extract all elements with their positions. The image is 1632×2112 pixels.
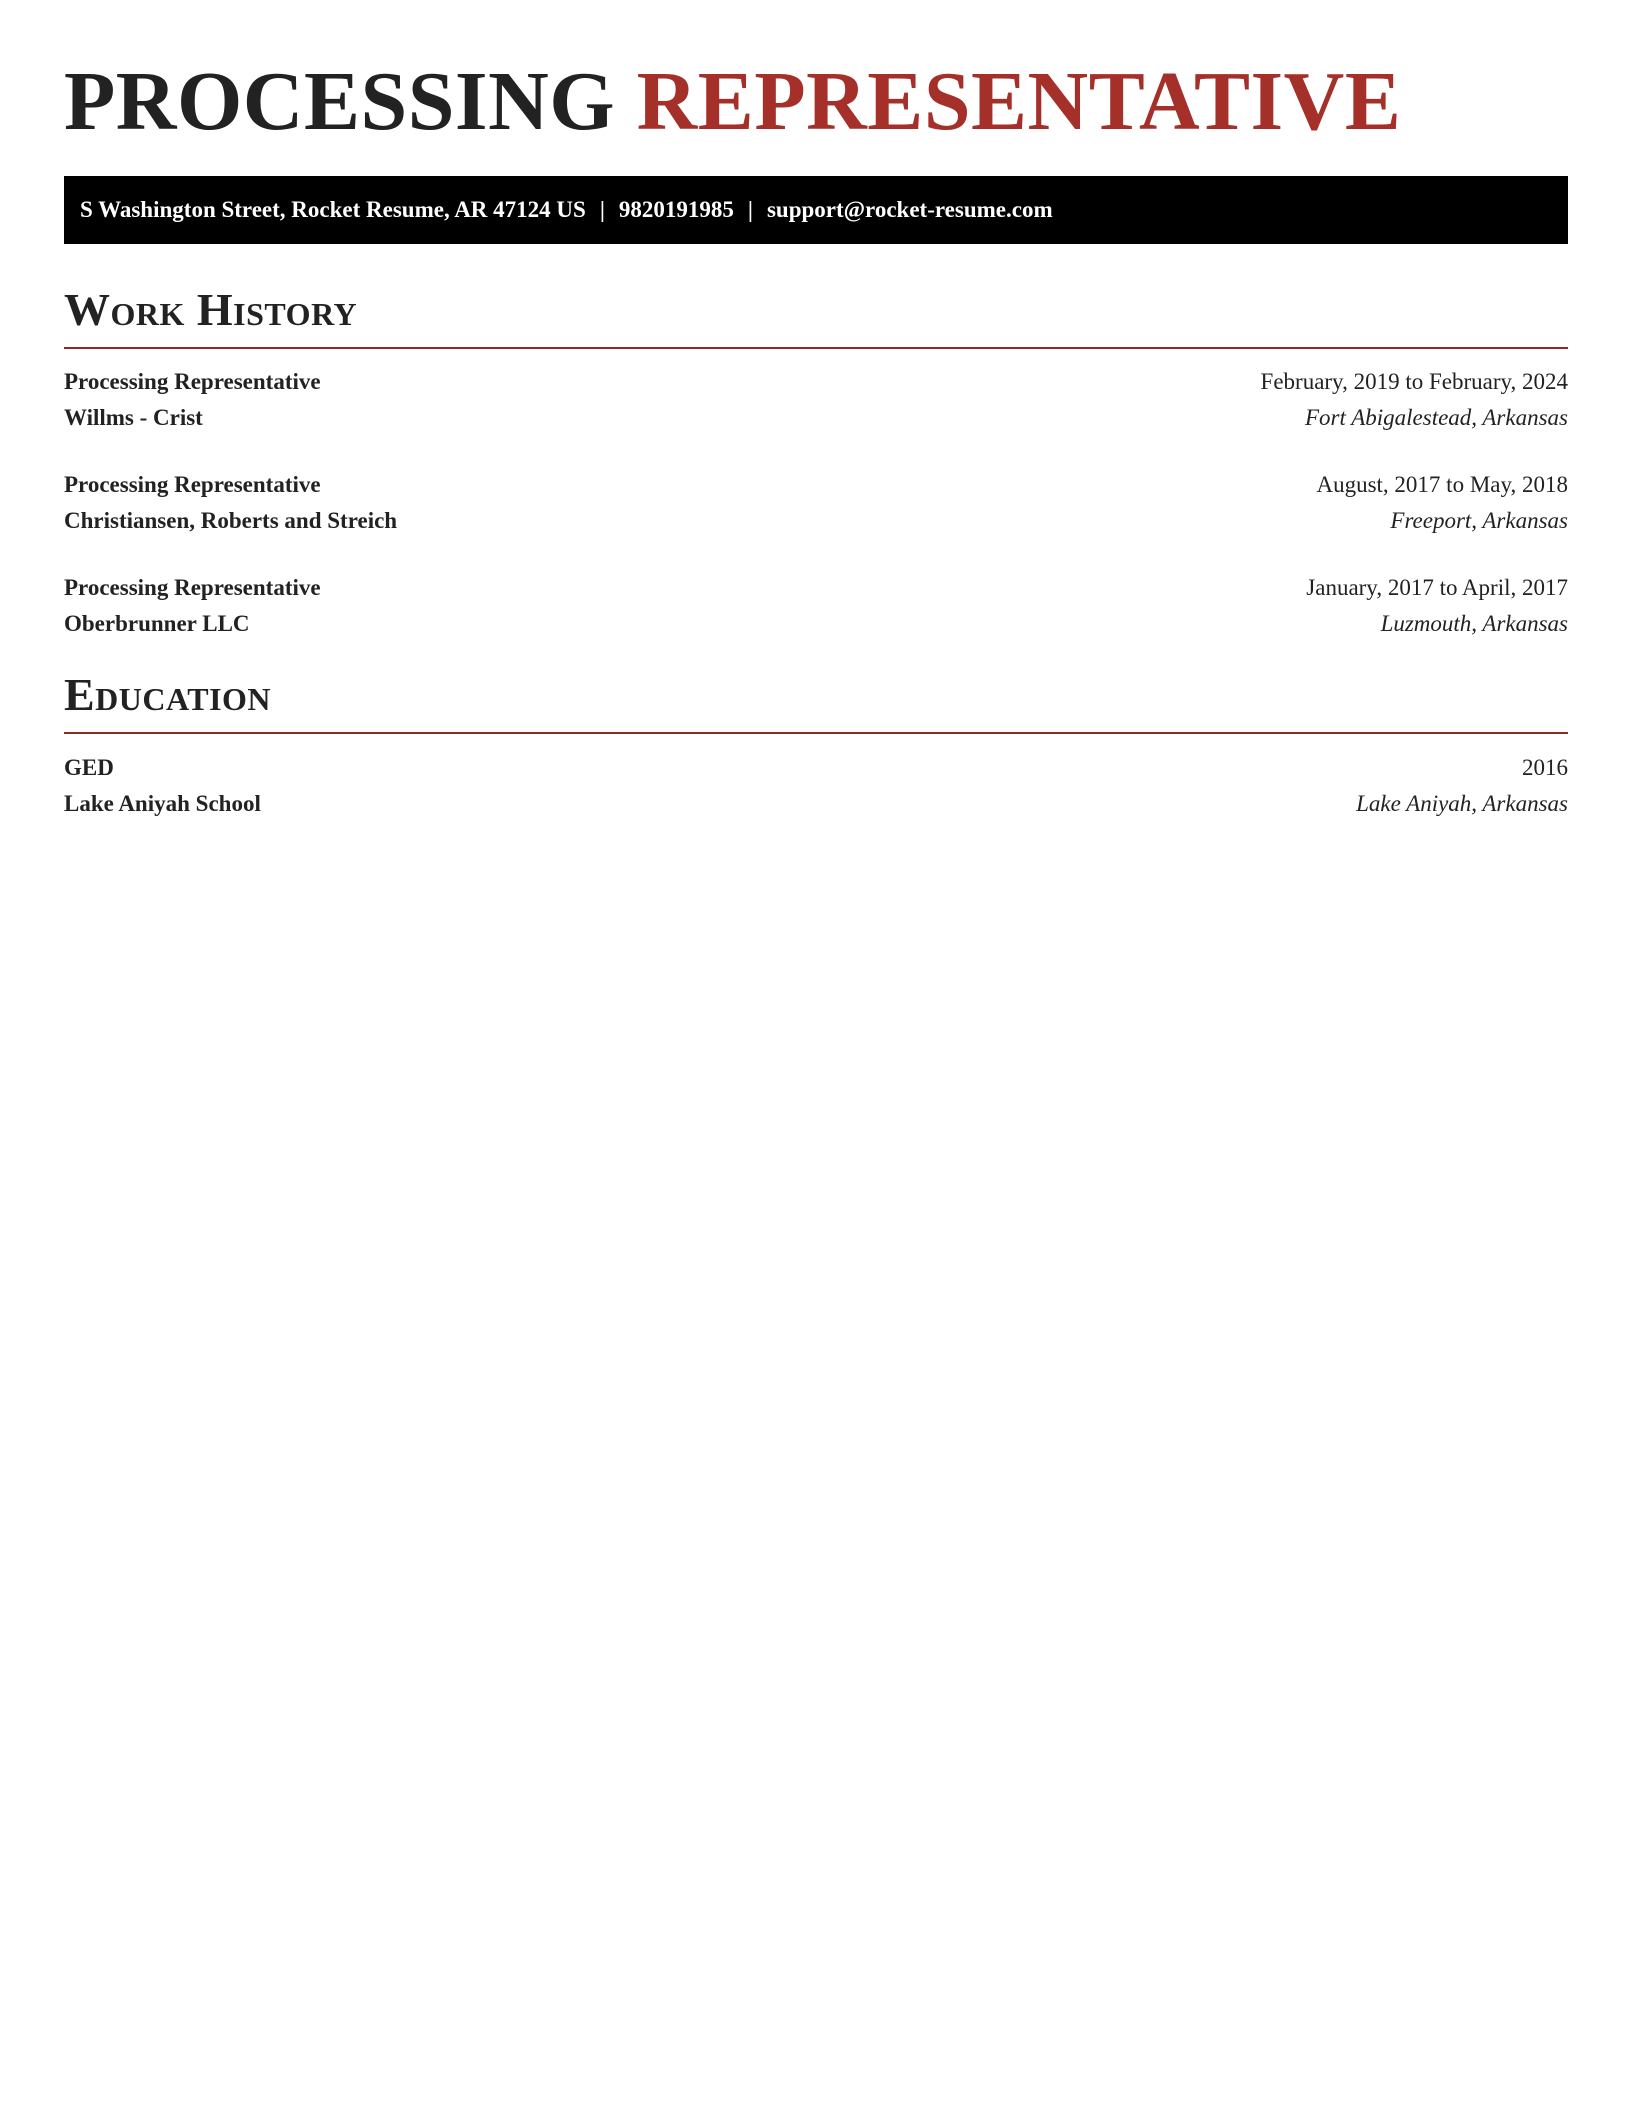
contact-address: S Washington Street, Rocket Resume, AR 47124 US — [80, 197, 586, 222]
education-degree: GED — [64, 755, 114, 780]
job-dates: February, 2019 to February, 2024 — [1260, 369, 1568, 394]
job-dates: August, 2017 to May, 2018 — [1316, 472, 1568, 497]
job-entry — [64, 570, 1568, 642]
education-divider — [64, 732, 1568, 734]
job-company: Oberbrunner LLC — [64, 611, 250, 636]
work-history-heading: Work History — [64, 284, 358, 335]
education-location: Lake Aniyah, Arkansas — [1356, 791, 1568, 816]
education-year: 2016 — [1522, 755, 1568, 780]
job-title: Processing Representative — [64, 575, 321, 600]
title-last-word: REPRESENTATIVE — [636, 55, 1402, 148]
contact-separator: | — [599, 197, 605, 222]
job-location: Freeport, Arkansas — [1390, 508, 1568, 533]
job-title: Processing Representative — [64, 472, 321, 497]
contact-separator: | — [747, 197, 753, 222]
job-location: Fort Abigalestead, Arkansas — [1304, 405, 1568, 430]
education-heading: Education — [64, 669, 272, 720]
contact-phone: 9820191985 — [618, 197, 734, 222]
title-first-word: PROCESSING — [64, 55, 616, 148]
job-entry — [64, 364, 1568, 436]
work-history-divider — [64, 347, 1568, 349]
contact-bar — [64, 176, 1568, 244]
job-title: Processing Representative — [64, 369, 321, 394]
job-company: Willms - Crist — [64, 405, 203, 430]
job-dates: January, 2017 to April, 2017 — [1306, 575, 1568, 600]
education-entry — [64, 750, 1568, 822]
job-company: Christiansen, Roberts and Streich — [64, 508, 398, 533]
job-location: Luzmouth, Arkansas — [1380, 611, 1568, 636]
job-entry — [64, 467, 1568, 539]
education-school: Lake Aniyah School — [64, 791, 261, 816]
contact-email: support@rocket-resume.com — [766, 197, 1053, 222]
resume-title — [64, 52, 1401, 152]
